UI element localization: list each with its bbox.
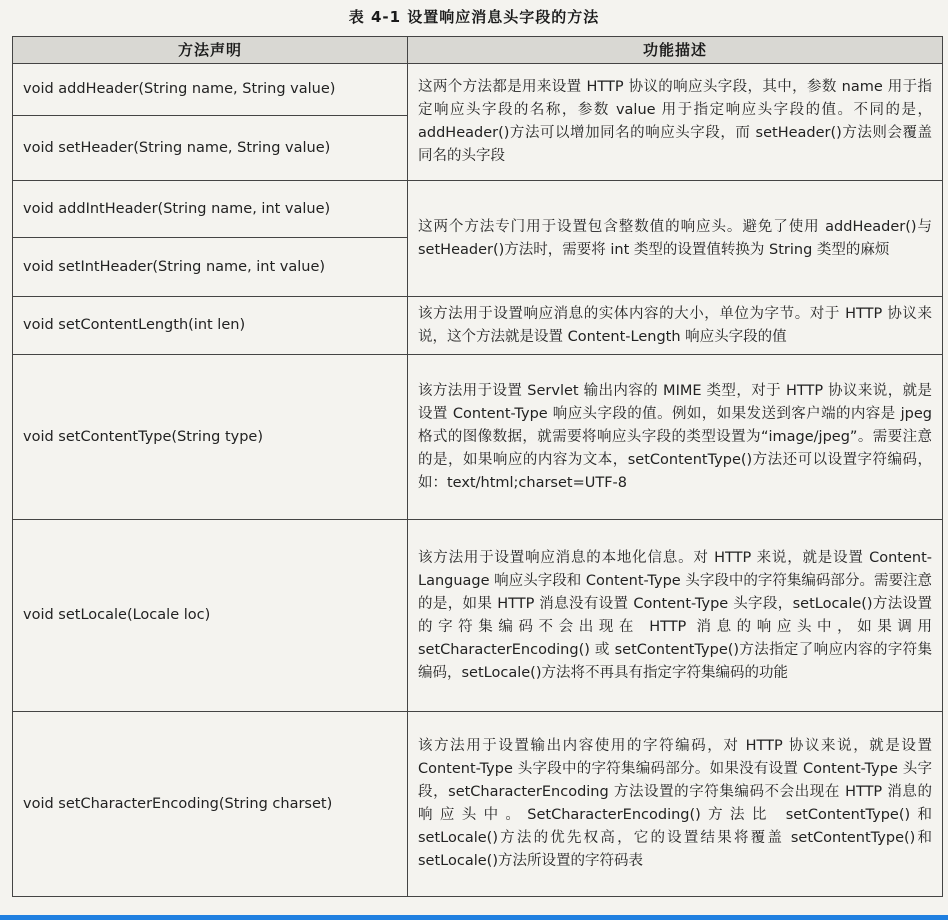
method-cell: void setContentType(String type)	[13, 355, 408, 520]
method-cell: void setHeader(String name, String value)	[13, 116, 408, 181]
desc-cell: 该方法用于设置响应消息的本地化信息。对 HTTP 来说，就是设置 Content-Language 响应头字段和 Content-Type 头字段中的字符集编码部分。需要注意的是，如果 HTTP 消息没有设置 Content-Type 头字段，setLocale()方法设置的字符集编码不会出现在 HTTP 消息的响应头中，如果调用 setCharacterEncoding() 或 setContentType()方法指定了响应内容的字符集编码，setLocale()方法将不再具有指定字符集编码的功能	[408, 520, 943, 712]
table-row	[13, 181, 943, 238]
table-row	[13, 712, 943, 897]
methods-table	[12, 36, 943, 897]
bottom-accent-bar	[0, 915, 948, 920]
desc-cell: 该方法用于设置响应消息的实体内容的大小，单位为字节。对于 HTTP 协议来说，这个方法就是设置 Content-Length 响应头字段的值	[408, 297, 943, 355]
method-cell: void addHeader(String name, String value)	[13, 64, 408, 116]
method-cell: void setLocale(Locale loc)	[13, 520, 408, 712]
table-row	[13, 64, 943, 116]
table-row	[13, 355, 943, 520]
header-method: 方法声明	[13, 37, 408, 64]
table-caption: 表 4-1 设置响应消息头字段的方法	[348, 8, 600, 26]
table-header-row	[13, 37, 943, 64]
method-cell: void setCharacterEncoding(String charset)	[13, 712, 408, 897]
header-desc: 功能描述	[408, 37, 943, 64]
table-row	[13, 520, 943, 712]
desc-cell: 该方法用于设置 Servlet 输出内容的 MIME 类型，对于 HTTP 协议来说，就是设置 Content-Type 响应头字段的值。例如，如果发送到客户端的内容是 jpeg 格式的图像数据，就需要将响应头字段的类型设置为“image/jpeg”。需要注意的是，如果响应的内容为文本，setContentType()方法还可以设置字符编码，如：text/html;charset=UTF-8	[408, 355, 943, 520]
desc-cell: 该方法用于设置输出内容使用的字符编码，对 HTTP 协议来说，就是设置 Content-Type 头字段中的字符集编码部分。如果没有设置 Content-Type 头字段，setCharacterEncoding 方法设置的字符集编码不会出现在 HTTP 消息的响应头中。SetCharacterEncoding()方法比 setContentType()和 setLocale()方法的优先权高，它的设置结果将覆盖 setContentType()和 setLocale()方法所设置的字符码表	[408, 712, 943, 897]
desc-cell: 这两个方法都是用来设置 HTTP 协议的响应头字段，其中，参数 name 用于指定响应头字段的名称，参数 value 用于指定响应头字段的值。不同的是，addHeader()方法可以增加同名的响应头字段，而 setHeader()方法则会覆盖同名的头字段	[408, 64, 943, 181]
table-row	[13, 297, 943, 355]
method-cell: void setIntHeader(String name, int value)	[13, 238, 408, 297]
method-cell: void addIntHeader(String name, int value)	[13, 181, 408, 238]
desc-cell: 这两个方法专门用于设置包含整数值的响应头。避免了使用 addHeader()与 setHeader()方法时，需要将 int 类型的设置值转换为 String 类型的麻烦	[408, 181, 943, 297]
method-cell: void setContentLength(int len)	[13, 297, 408, 355]
